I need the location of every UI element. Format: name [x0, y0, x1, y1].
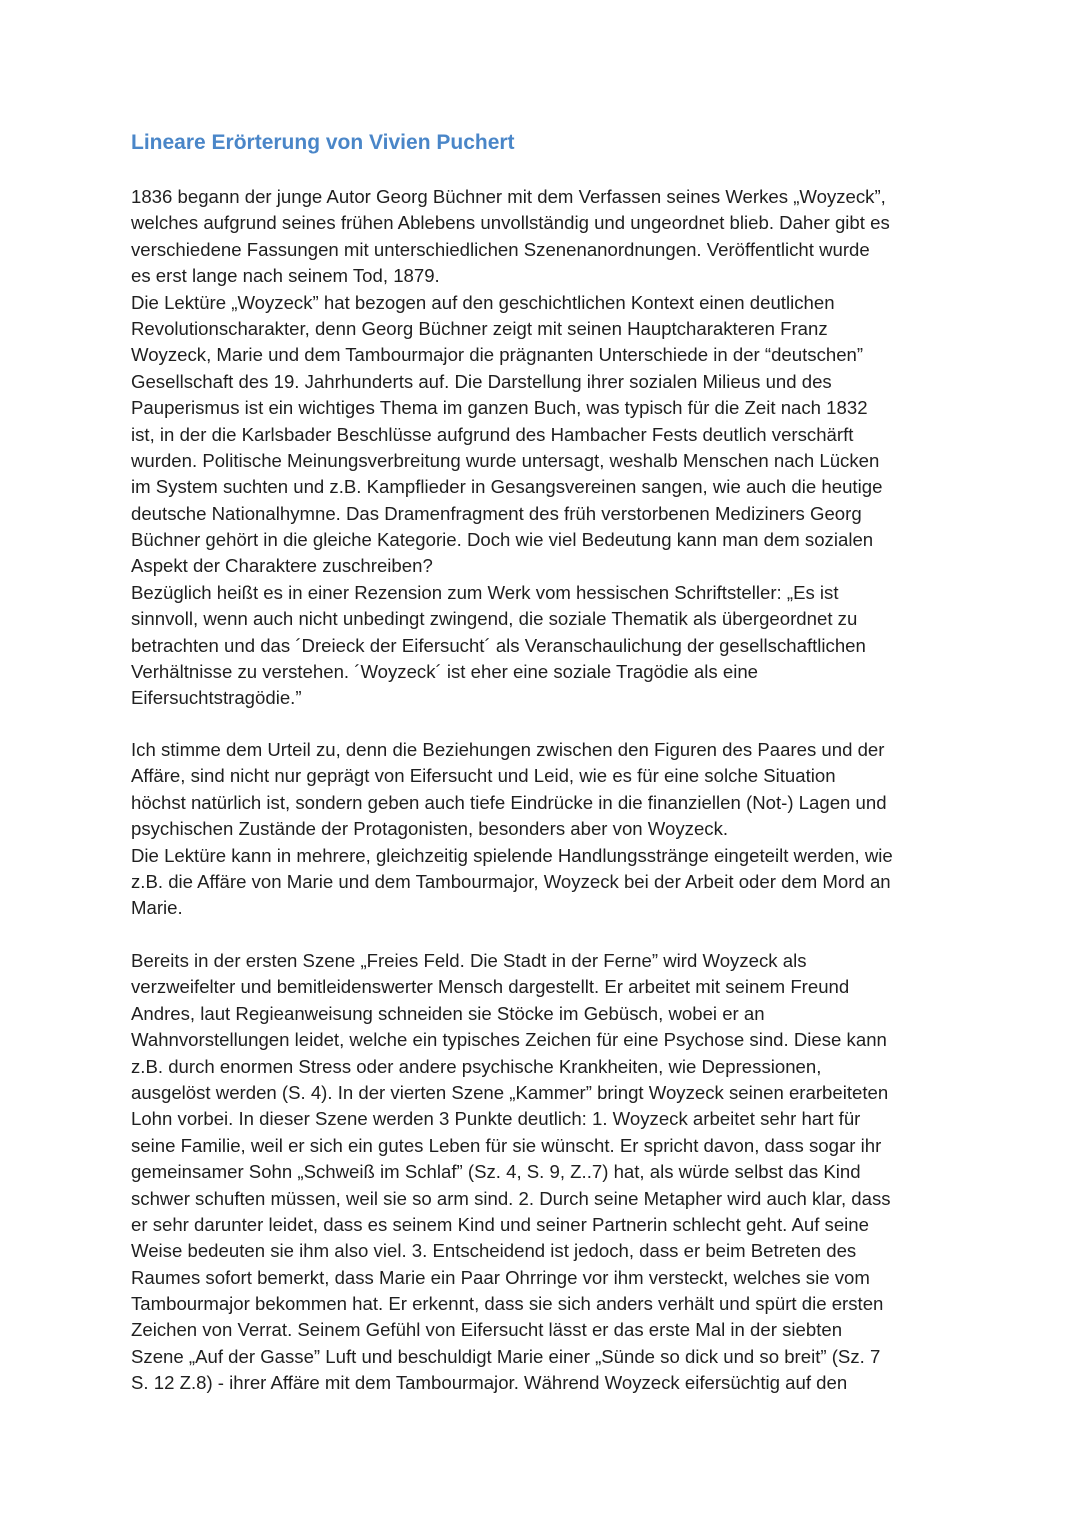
text-line: Pauperismus ist ein wichtiges Thema im ganzen Buch, was typisch für die Zeit nach 1832 [131, 397, 868, 419]
text-line: Ich stimme dem Urteil zu, denn die Beziehungen zwischen den Figuren des Paares und der [131, 739, 885, 760]
text-line: es erst lange nach seinem Tod, 1879. [131, 265, 440, 287]
text-line: ist, in der die Karlsbader Beschlüsse aufgrund des Hambacher Fests deutlich verschärft [131, 423, 854, 445]
text-line: deutsche Nationalhymne. Das Dramenfragment des früh verstorbenen Mediziners Georg [131, 502, 862, 524]
text-line: psychischen Zustände der Protagonisten, besonders aber von Woyzeck. [131, 818, 729, 840]
text-line: Affäre, sind nicht nur geprägt von Eifersucht und Leid, wie es für eine solche Situation [131, 765, 836, 787]
text-line: welches aufgrund seines frühen Ablebens unvollständig und ungeordnet blieb. Daher gibt es [131, 212, 890, 234]
text-line: Verhältnisse zu verstehen. ´Woyzeck´ ist eher eine soziale Tragödie als eine [131, 661, 759, 683]
text-line: Raumes sofort bemerkt, dass Marie ein Paar Ohrringe vor ihm versteckt, welches sie vom [131, 1266, 870, 1288]
text-line: Lohn vorbei. In dieser Szene werden 3 Punkte deutlich: 1. Woyzeck arbeitet sehr hart für [131, 1108, 861, 1130]
text-line: ausgelöst werden (S. 4). In der vierten Szene „Kammer” bringt Woyzeck seinen erarbeiteten [131, 1081, 889, 1103]
text-line: Marie. [131, 897, 183, 919]
text-line: Gesellschaft des 19. Jahrhunderts auf. Die Darstellung ihrer sozialen Milieus und des [131, 370, 832, 392]
document-title: Lineare Erörterung von Vivien Puchert [131, 131, 515, 154]
text-line: sinnvoll, wenn auch nicht unbedingt zwingend, die soziale Thematik als übergeordnet zu [131, 608, 858, 630]
text-line: verschiedene Fassungen mit unterschiedlichen Szenenanordnungen. Veröffentlicht wurde [131, 238, 870, 260]
text-line: z.B. die Affäre von Marie und dem Tambourmajor, Woyzeck bei der Arbeit oder dem Mord an [131, 870, 891, 892]
text-line: Die Lektüre „Woyzeck” hat bezogen auf den geschichtlichen Kontext einen deutlichen [131, 291, 835, 313]
text-line: z.B. durch enormen Stress oder andere psychische Krankheiten, wie Depressionen, [131, 1055, 822, 1077]
text-line: er sehr darunter leidet, dass es seinem Kind und seiner Partnerin schlecht geht. Auf seine [131, 1213, 869, 1235]
text-line: Bezüglich heißt es in einer Rezension zum Werk vom hessischen Schriftsteller: „Es ist [131, 581, 839, 603]
text-line: Aspekt der Charaktere zuschreiben? [131, 555, 433, 577]
text-line: Wahnvorstellungen leidet, welche ein typisches Zeichen für eine Psychose sind. Diese kann [131, 1029, 887, 1051]
text-line: höchst natürlich ist, sondern geben auch tiefe Eindrücke in die finanziellen (Not-) Lagen und [131, 791, 887, 813]
paragraph-block-opinion [131, 737, 961, 922]
text-line: Weise bedeuten sie ihm also viel. 3. Entscheidend ist jedoch, dass er beim Betreten des [131, 1240, 857, 1262]
text-line: im System suchten und z.B. Kampflieder in Gesangsvereinen sangen, wie auch die heutige [131, 476, 883, 498]
text-line: S. 12 Z.8) - ihrer Affäre mit dem Tambourmajor. Während Woyzeck eifersüchtig auf den [131, 1372, 848, 1394]
paragraph-block-analysis [131, 948, 961, 1397]
text-line: betrachten und das ´Dreieck der Eifersucht´ als Veranschaulichung der gesellschaftlichen [131, 634, 866, 656]
text-line: Zeichen von Verrat. Seinem Gefühl von Eifersucht lässt er das erste Mal in der siebten [131, 1319, 843, 1341]
text-line: wurden. Politische Meinungsverbreitung wurde untersagt, weshalb Menschen nach Lücken [131, 449, 880, 471]
text-line: Szene „Auf der Gasse” Luft und beschuldigt Marie einer „Sünde so dick und so breit” (Sz. 7 [131, 1345, 881, 1367]
text-line: seine Familie, weil er sich ein gutes Leben für sie wünscht. Er spricht davon, dass sogar ihr [131, 1134, 882, 1156]
text-line: Revolutionscharakter, denn Georg Büchner zeigt mit seinen Hauptcharakteren Franz [131, 317, 828, 339]
text-line: Die Lektüre kann in mehrere, gleichzeitig spielende Handlungsstränge eingeteilt werden, wie [131, 844, 893, 866]
text-line: 1836 begann der junge Autor Georg Büchner mit dem Verfassen seines Werkes „Woyzeck”, [131, 186, 886, 207]
text-line: Woyzeck, Marie und dem Tambourmajor die prägnanten Unterschiede in der “deutschen” [131, 344, 864, 366]
paragraph-block-intro [131, 184, 961, 712]
text-line: schwer schuften müssen, weil sie so arm sind. 2. Durch seine Metapher wird auch klar, dass [131, 1187, 891, 1209]
text-line: Büchner gehört in die gleiche Kategorie. Doch wie viel Bedeutung kann man dem sozialen [131, 529, 874, 551]
text-line: Tambourmajor bekommen hat. Er erkennt, dass sie sich anders verhält und spürt die ersten [131, 1293, 884, 1315]
text-line: Andres, laut Regieanweisung schneiden sie Stöcke im Gebüsch, wobei er an [131, 1002, 765, 1024]
text-line: Eifersuchtstragödie.” [131, 687, 302, 709]
text-line: Bereits in der ersten Szene „Freies Feld. Die Stadt in der Ferne” wird Woyzeck als [131, 950, 807, 971]
text-line: verzweifelter und bemitleidenswerter Mensch dargestellt. Er arbeitet mit seinem Freund [131, 976, 850, 998]
text-line: gemeinsamer Sohn „Schweiß im Schlaf” (Sz. 4, S. 9, Z..7) hat, als würde selbst das Kind [131, 1161, 861, 1183]
